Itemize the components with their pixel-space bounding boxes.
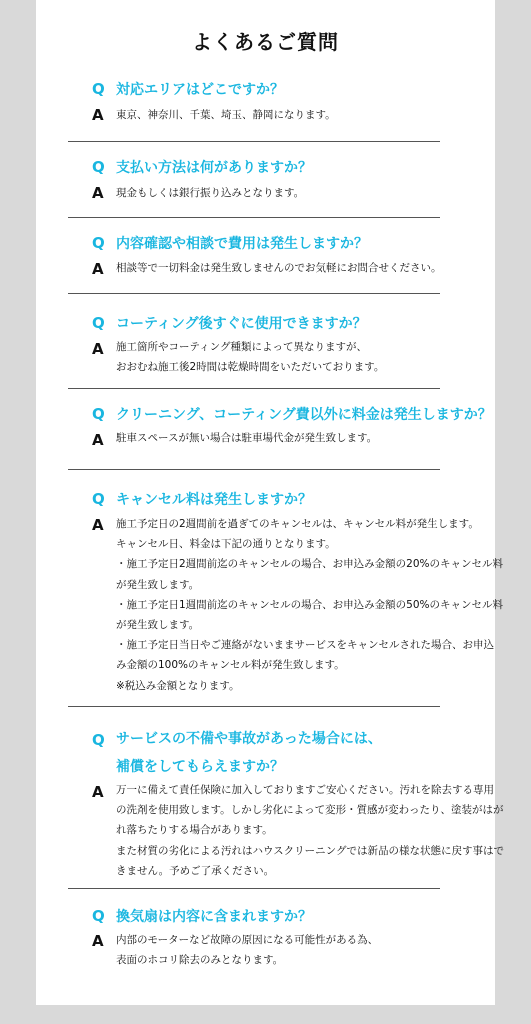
faq-answer-3: 相談等で一切料金は発生致しませんのでお気軽にお問合せください。 [116, 262, 442, 274]
q-mark: Q [92, 314, 105, 332]
q-mark: Q [92, 80, 105, 98]
q-mark: Q [92, 490, 105, 508]
faq-answer-7: 万一に備えて責任保険に加入しておりますご安心ください。汚れを除去する専用の洗剤を使用致します。しかし劣化によって変形・質感が変わったり、塗装がはがれ落ちたりする場合があります。 また材質の劣化による汚れはハウスクリーニングでは新品の様な状態に戻す事はできません。予めご了承ください。 [116, 784, 504, 877]
faq-question-4: コーティング後すぐに使用できますか？ [116, 316, 367, 332]
a-mark: A [92, 932, 104, 950]
q-mark: Q [92, 405, 105, 423]
a-mark: A [92, 783, 104, 801]
q-mark: Q [92, 907, 105, 925]
faq-question-7: サービスの不備や事故があった場合には、 補償をしてもらえますか？ [116, 731, 382, 775]
faq-question-3: 内容確認や相談で費用は発生しますか？ [116, 236, 368, 252]
a-mark: A [92, 106, 104, 124]
faq-question-8: 換気扇は内容に含まれますか？ [116, 909, 312, 925]
faq-divider [68, 141, 440, 142]
a-mark: A [92, 516, 104, 534]
page-title: よくあるご質問 [192, 30, 339, 54]
a-mark: A [92, 260, 104, 278]
faq-answer-4: 施工箇所やコーティング種類によって異なりますが、 おおむね施工後2時間は乾燥時間をいただいております。 [116, 341, 385, 374]
faq-divider [68, 388, 440, 389]
q-mark: Q [92, 234, 105, 252]
faq-divider [68, 469, 440, 470]
q-mark: Q [92, 158, 105, 176]
faq-answer-6: 施工予定日の2週間前を過ぎてのキャンセルは、キャンセル料が発生します。 キャンセル日、料金は下記の通りとなります。 ・施工予定日2週間前迄のキャンセルの場合、お申込み金額の20%のキャンセル料が発生致します。 ・施工予定日1週間前迄のキャンセルの場合、お申込み金額の50%のキャンセル料が発生致します。 ・施工予定日当日やご連絡がないままサービスをキャンセルされた場合、お申込み金額の100%のキャンセル料が発生致します。 ※税込み金額となります。 [116, 518, 504, 692]
faq-question-5: クリーニング、コーティング費以外に料金は発生しますか？ [116, 407, 492, 423]
faq-divider [68, 293, 440, 294]
faq-answer-1: 東京、神奈川、千葉、埼玉、静岡になります。 [116, 109, 336, 121]
faq-question-1: 対応エリアはどこですか？ [116, 82, 284, 98]
faq-answer-8: 内部のモーターなど故障の原因になる可能性がある為、 表面のホコリ除去のみとなります。 [116, 934, 379, 967]
faq-card [36, 0, 504, 1005]
faq-divider [68, 217, 440, 218]
q-mark: Q [92, 731, 105, 749]
a-mark: A [92, 340, 104, 358]
a-mark: A [92, 431, 104, 449]
faq-divider [68, 706, 440, 707]
a-mark: A [92, 184, 104, 202]
faq-question-2: 支払い方法は何がありますか？ [116, 160, 312, 176]
faq-answer-2: 現金もしくは銀行振り込みとなります。 [116, 187, 305, 199]
faq-divider [68, 888, 440, 889]
faq-question-6: キャンセル料は発生しますか？ [116, 492, 312, 508]
faq-answer-5: 駐車スペースが無い場合は駐車場代金が発生致します。 [116, 432, 378, 444]
